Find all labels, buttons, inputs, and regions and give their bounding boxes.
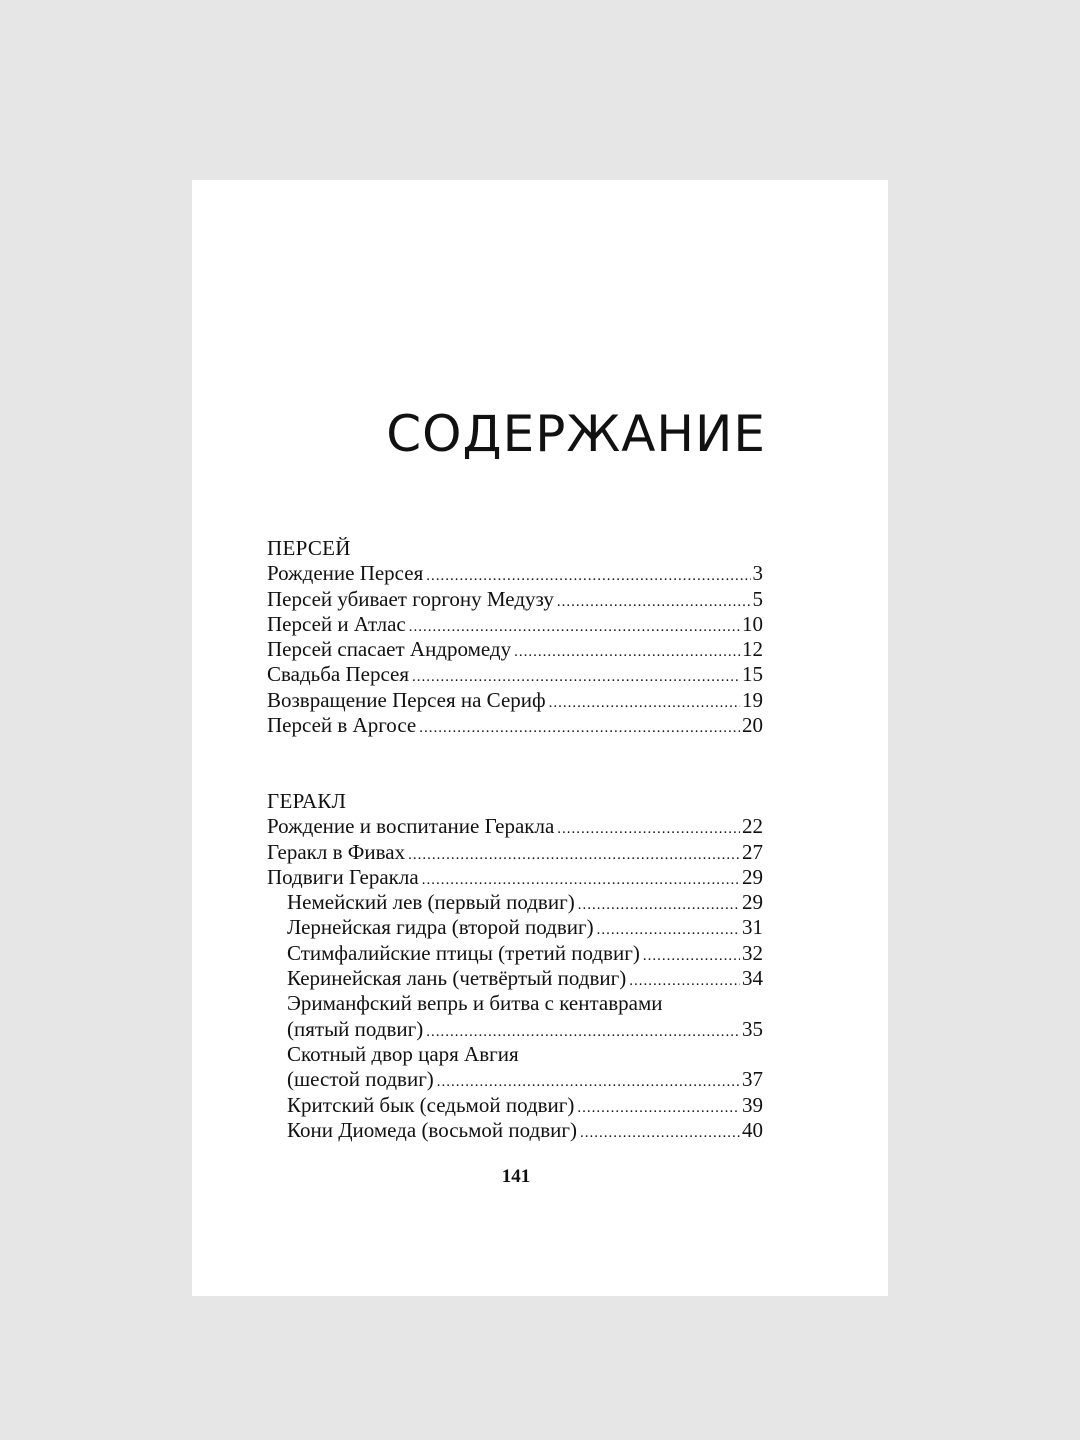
toc-subentry [267,890,763,915]
section-heading: ГЕРАКЛ [267,789,347,813]
dot-leader [643,944,740,969]
toc-subentry [267,915,763,940]
entry-title: Подвиги Геракла [267,864,419,889]
entry-title-line1: Эриманфский вепрь и битва с кентаврами [287,991,663,1016]
dot-leader [580,1121,740,1146]
toc-subentry [267,1093,763,1118]
entry-title: Персей спасает Андромеду [267,637,512,662]
dot-leader [577,1096,740,1121]
toc-subentry [267,1017,763,1042]
entry-title: Рождение Персея [267,561,424,586]
entry-title: Геракл в Фивах [267,839,406,864]
entry-page: 32 [742,940,763,965]
entry-title: Рождение и воспитание Геракла [267,814,555,839]
entry-title: Свадьба Персея [267,662,410,687]
toc-entry [267,561,763,586]
dot-leader [514,640,740,665]
entry-title: Персей убивает горгону Медузу [267,586,554,611]
toc-section-perseus [267,536,763,738]
toc-entry [267,637,763,662]
entry-page: 15 [742,662,763,687]
toc-subentry [267,966,763,991]
dot-leader [557,817,740,842]
entry-page: 20 [742,713,763,738]
entry-page: 29 [742,864,763,889]
entry-page: 3 [752,561,763,586]
dot-leader [578,893,740,918]
page-title: СОДЕРЖАНИЕ [386,405,766,463]
toc-entry [267,612,763,637]
toc-entry [267,865,763,890]
entry-page: 37 [742,1067,763,1092]
entry-title: Персей в Аргосе [267,713,417,738]
toc-subentry [267,941,763,966]
entry-page: 40 [742,1117,763,1142]
entry-page: 35 [742,1016,763,1041]
page-number: 141 [501,1166,531,1187]
entry-page: 22 [742,814,763,839]
entry-page: 39 [742,1092,763,1117]
book-page [192,180,888,1296]
toc-entry [267,814,763,839]
entry-title: Кони Диомеда (восьмой подвиг) [287,1117,577,1142]
entry-title: Персей и Атлас [267,611,406,636]
entry-page: 29 [742,890,763,915]
entry-page: 12 [742,637,763,662]
entry-title: Возвращение Персея на Сериф [267,687,546,712]
dot-leader [408,843,740,868]
entry-title: Немейский лев (первый подвиг) [287,890,575,915]
toc-entry [267,662,763,687]
toc-subentry [267,1118,763,1143]
entry-title: Критский бык (седьмой подвиг) [287,1092,575,1117]
entry-page: 10 [742,611,763,636]
section-heading: ПЕРСЕЙ [267,536,351,560]
dot-leader [549,691,740,716]
entry-title: (шестой подвиг) [287,1067,434,1092]
toc-subentry [267,1067,763,1092]
entry-page: 19 [742,687,763,712]
entry-page: 5 [752,586,763,611]
toc-entry [267,688,763,713]
entry-title-line1: Скотный двор царя Авгия [287,1041,519,1066]
toc-section-heracles [267,789,763,1143]
toc-entry [267,713,763,738]
toc-entry [267,587,763,612]
entry-page: 34 [742,966,763,991]
entry-title: Стимфалийские птицы (третий подвиг) [287,940,640,965]
entry-page: 31 [742,915,763,940]
entry-title: (пятый подвиг) [287,1016,424,1041]
dot-leader [419,716,740,741]
dot-leader [557,590,751,615]
entry-title: Керинейская лань (четвёртый подвиг) [287,966,627,991]
entry-page: 27 [742,839,763,864]
entry-title: Лернейская гидра (второй подвиг) [287,915,594,940]
toc-entry [267,840,763,865]
